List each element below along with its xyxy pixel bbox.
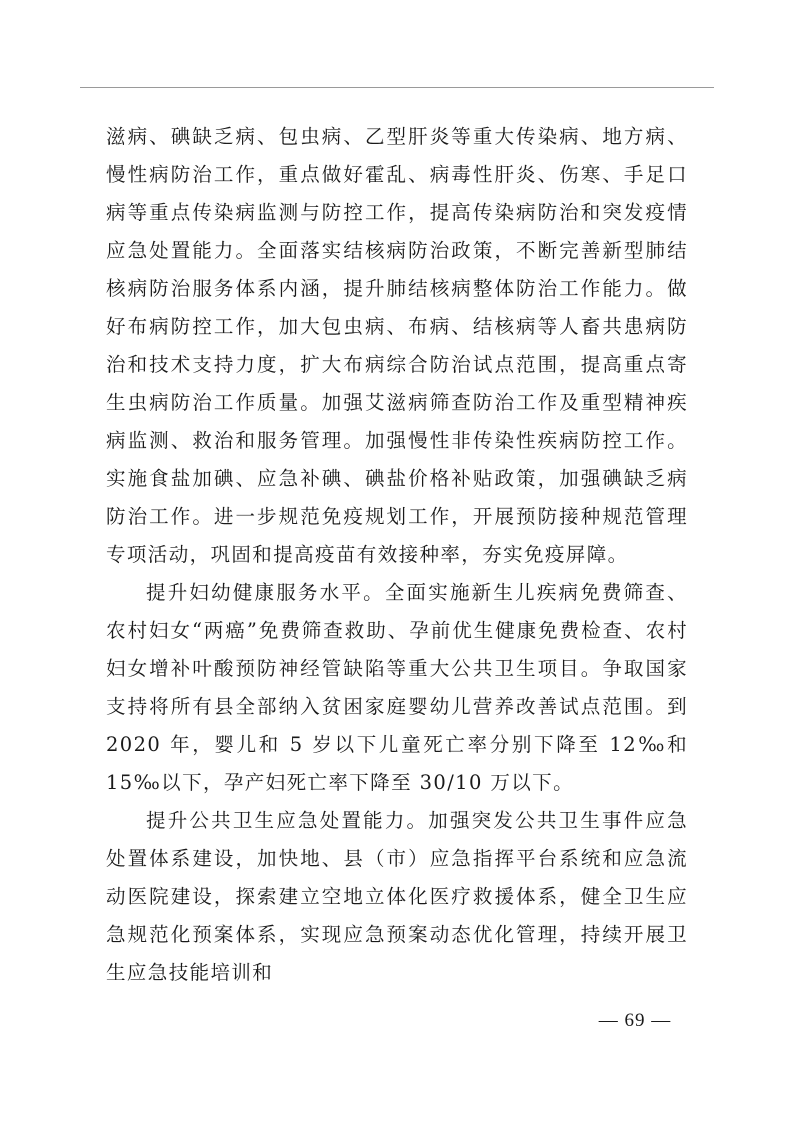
header-rule (80, 87, 714, 88)
page-body (106, 118, 688, 992)
paragraph-maternal-child-health: 提升妇幼健康服务水平。全面实施新生儿疾病免费筛查、农村妇女“两癌”免费筛查救助、孕前优生健康免费检查、农村妇女增补叶酸预防神经管缺陷等重大公共卫生项目。争取国家支持将所有县全部纳入贫困家庭婴幼儿营养改善试点范围。到 2020 年，婴儿和 5 岁以下儿童死亡率分别下降至 12‰和 15‰以下，孕产妇死亡率下降至 30/10 万以下。 (106, 581, 688, 794)
page-number: — 69 — (598, 1010, 672, 1031)
paragraph-disease-control: 滋病、碘缺乏病、包虫病、乙型肝炎等重大传染病、地方病、慢性病防治工作，重点做好霍乱、病毒性肝炎、伤寒、手足口病等重点传染病监测与防控工作，提高传染病防治和突发疫情应急处置能力。全面落实结核病防治政策，不断完善新型肺结核病防治服务体系内涵，提升肺结核病整体防治工作能力。做好布病防控工作，加大包虫病、布病、结核病等人畜共患病防治和技术支持力度，扩大布病综合防治试点范围，提高重点寄生虫病防治工作质量。加强艾滋病筛查防治工作及重型精神疾病监测、救治和服务管理。加强慢性非传染性疾病防控工作。实施食盐加碘、应急补碘、碘盐价格补贴政策，加强碘缺乏病防治工作。进一步规范免疫规划工作，开展预防接种规范管理专项活动，巩固和提高疫苗有效接种率，夯实免疫屏障。 (106, 125, 688, 566)
paragraph-emergency-response: 提升公共卫生应急处置能力。加强突发公共卫生事件应急处置体系建设，加快地、县（市）应急指挥平台系统和应急流动医院建设，探索建立空地立体化医疗救援体系，健全卫生应急规范化预案体系，实现应急预案动态优化管理，持续开展卫生应急技能培训和 (106, 809, 688, 984)
